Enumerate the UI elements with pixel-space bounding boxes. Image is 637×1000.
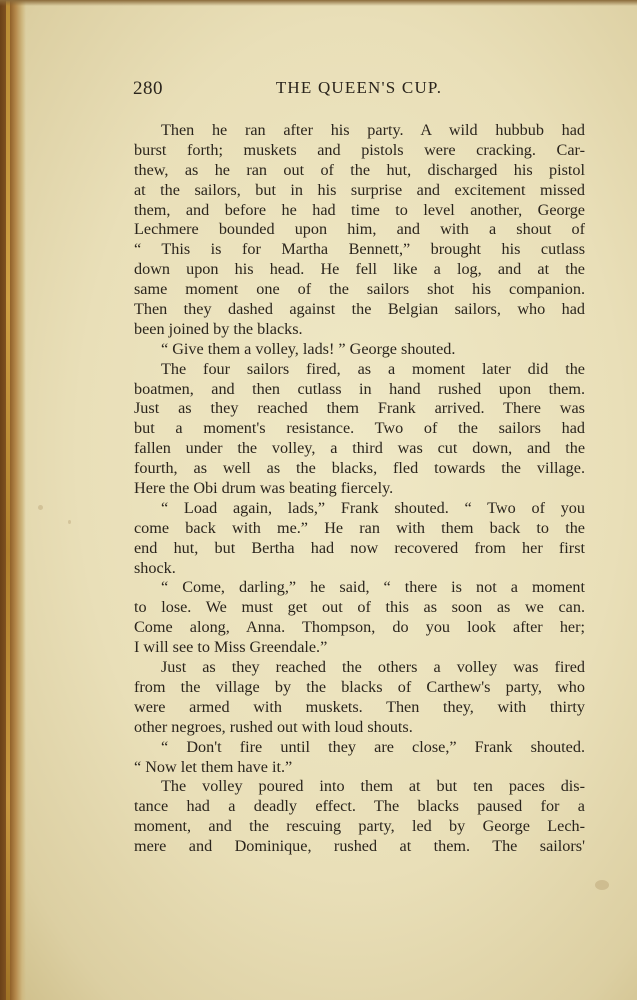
text-line: but a moment's resistance. Two of the sailors had	[134, 419, 585, 438]
foxing-spot	[595, 880, 609, 890]
text-line: mere and Dominique, rushed at them. The sailors'	[134, 837, 585, 856]
text-line: were armed with muskets. Then they, with thirty	[134, 697, 585, 716]
body-text	[134, 121, 585, 857]
text-line: “ Now let them have it.”	[134, 757, 293, 776]
text-line: them, and before he had time to level another, George	[134, 200, 585, 219]
page-number: 280	[133, 78, 163, 99]
running-head: THE QUEEN'S CUP.	[275, 78, 443, 97]
text-line: burst forth; muskets and pistols were cracking. Car-	[134, 140, 585, 159]
text-line: Then they dashed against the Belgian sailors, who had	[134, 300, 585, 319]
text-line: “ Load again, lads,” Frank shouted. “ Two of you	[161, 498, 585, 517]
text-line: Just as they reached them Frank arrived. There was	[134, 399, 585, 418]
text-line: thew, as he ran out of the hut, discharged his pistol	[134, 160, 585, 179]
text-line: Then he ran after his party. A wild hubbub had	[161, 121, 585, 139]
text-line: The volley poured into them at but ten paces dis-	[161, 777, 585, 796]
text-line: down upon his head. He fell like a log, and at the	[134, 260, 585, 279]
text-line: fourth, as well as the blacks, fled towards the village.	[134, 459, 585, 478]
text-line: The four sailors fired, as a moment later did the	[161, 359, 585, 378]
text-line: been joined by the blacks.	[134, 319, 303, 338]
page-header	[133, 78, 585, 104]
gilt-edge-streak	[6, 0, 10, 1000]
text-line: Lechmere bounded upon him, and with a shout of	[134, 220, 585, 239]
text-line: same moment one of the sailors shot his companion.	[134, 280, 585, 299]
text-line: moment, and the rescuing party, led by George Lech-	[134, 817, 585, 836]
text-line: I will see to Miss Greendale.”	[134, 638, 328, 657]
foxing-spot	[38, 505, 43, 510]
text-line: shock.	[134, 558, 176, 577]
foxing-spot	[68, 520, 71, 524]
text-line: other negroes, rushed out with loud shouts.	[134, 717, 413, 736]
text-line: Just as they reached the others a volley was fired	[161, 658, 585, 677]
text-line: “ Give them a volley, lads! ” George shouted.	[161, 339, 456, 358]
page-top-edge	[0, 0, 637, 6]
text-line: come back with me.” He ran with them back to the	[134, 518, 585, 537]
text-line: “ Don't fire until they are close,” Frank shouted.	[161, 737, 585, 756]
text-line: tance had a deadly effect. The blacks paused for a	[134, 797, 585, 816]
text-line: Here the Obi drum was beating fiercely.	[134, 479, 394, 498]
text-line: to lose. We must get out of this as soon as we can.	[134, 598, 585, 617]
book-spine-edge	[0, 0, 26, 1000]
text-line: from the village by the blacks of Carthew's party, who	[134, 677, 585, 696]
text-line: at the sailors, but in his surprise and excitement missed	[134, 180, 585, 199]
text-line: “ This is for Martha Bennett,” brought his cutlass	[134, 240, 585, 259]
text-line: “ Come, darling,” he said, “ there is not a moment	[161, 578, 585, 597]
text-line: boatmen, and then cutlass in hand rushed upon them.	[134, 379, 585, 398]
text-line: Come along, Anna. Thompson, do you look after her;	[134, 618, 585, 637]
text-line: fallen under the volley, a third was cut down, and the	[134, 439, 585, 458]
text-line: end hut, but Bertha had now recovered from her first	[134, 538, 585, 557]
